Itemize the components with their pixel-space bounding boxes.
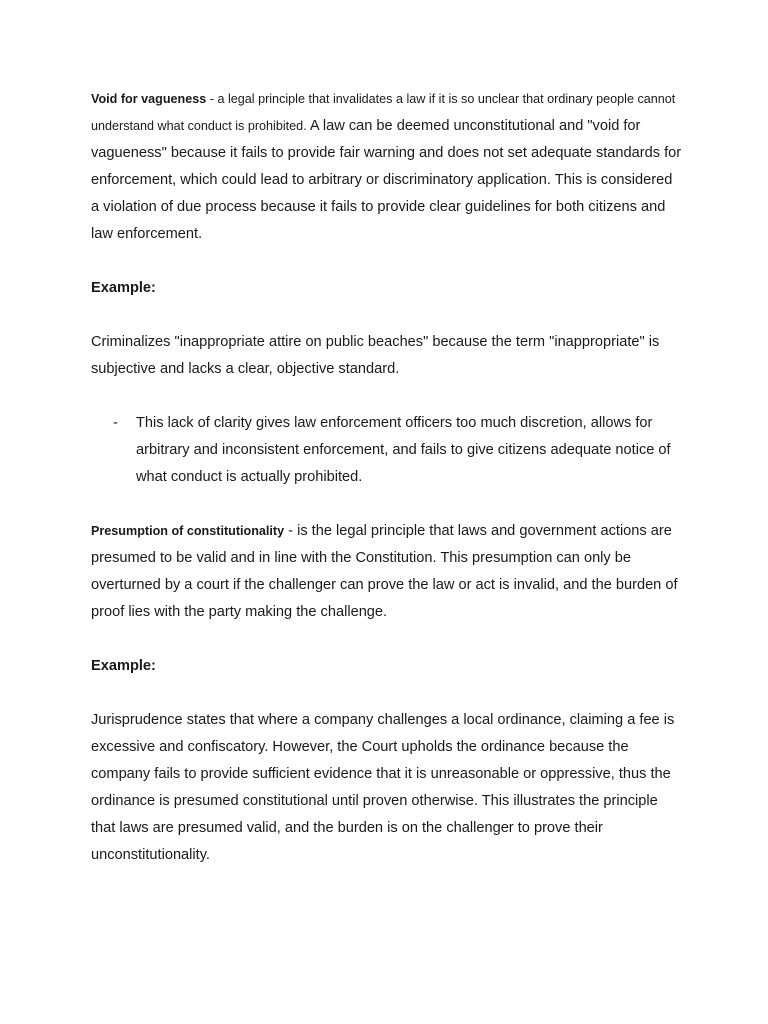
definition-intro: a legal principle that invalidates a law if it is so unclear that ordinary people cannot understand what conduct is prohibited. [91, 92, 676, 133]
list-item [91, 410, 683, 491]
presumption-definition [91, 518, 683, 626]
void-for-vagueness-definition [91, 86, 683, 248]
example-text-1: Criminalizes "inappropriate attire on public beaches" because the term "inappropriate" is subjective and lacks a clear, objective standard. [91, 334, 660, 377]
example-heading-1: Example: [91, 280, 156, 296]
presumption-term: Presumption of constitutionality [91, 524, 285, 538]
bullet-dash: - [113, 415, 118, 431]
definition-body: A law can be deemed unconstitutional and "void for vagueness" because it fails to provide fair warning and does not set adequate standards for enforcement, which could lead to arbitrary or discriminatory application. This is considered a violation of due process because it fails to provide clear guidelines for both citizens and law enforcement. [91, 118, 682, 242]
bullet-text: This lack of clarity gives law enforcement officers too much discretion, allows for arbitrary and inconsistent enforcement, and fails to give citizens adequate notice of what conduct is actually prohibited. [136, 415, 671, 485]
presumption-body: - is the legal principle that laws and government actions are presumed to be valid and in line with the Constitution. This presumption can only be overturned by a court if the challenger can prove the law or act is invalid, and the burden of proof lies with the party making the challenge. [91, 523, 678, 620]
example-heading-2: Example: [91, 658, 156, 674]
document-page [91, 86, 683, 869]
example-text-2: Jurisprudence states that where a company challenges a local ordinance, claiming a fee is excessive and confiscatory. However, the Court upholds the ordinance because the company fails to provide sufficient evidence that it is unreasonable or oppressive, thus the ordinance is presumed constitutional until proven otherwise. This illustrates the principle that laws are presumed valid, and the burden is on the challenger to prove their unconstitutionality. [91, 712, 675, 863]
void-for-vagueness-term: Void for vagueness [91, 92, 207, 106]
term-separator: - [206, 92, 218, 106]
